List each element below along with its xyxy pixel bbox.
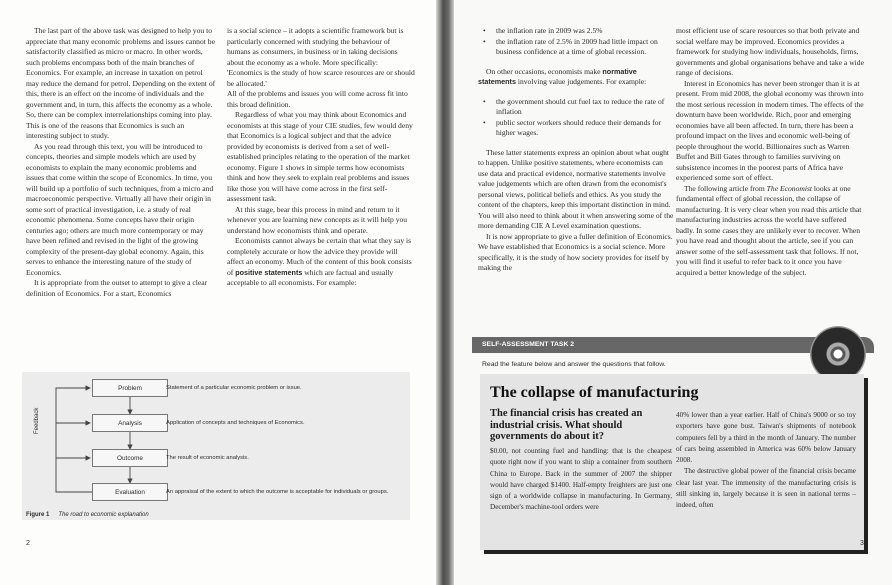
paragraph: These latter statements express an opinion about what ought to happen. Unlike positive statements, where economists can use data and practical evidence, normative statements involve value judgements which are often drawn from the economist's personal views, political beliefs and ethics. As you study the content of the chapters, keep this important distinction in mind. You will also need to think about it when answering some of the more demanding CIE A Level examination questions.	[478, 147, 674, 230]
book-spine	[436, 0, 454, 585]
figure-label: Figure 1	[26, 512, 50, 518]
paragraph: At this stage, bear this process in mind and return to it whenever you are learning new concepts as it will help you understand how economists think and operate.	[227, 204, 408, 235]
paragraph: most efficient use of scare resources so that both private and social welfare may be improved. Economics provides a framework for studying how individuals, households, firms, governments and global organisations behave and take a wide range of decisions.	[676, 26, 864, 77]
list-item: • the government should cut fuel tax to reduce the rate of inflation	[478, 97, 674, 118]
flow-step-evaluation: Evaluation	[92, 483, 168, 501]
list-item: • public sector workers should reduce their demands for higher wages.	[478, 118, 674, 139]
figure-caption	[26, 512, 149, 518]
paragraph: As you read through this text, you will be introduced to concepts, theories and simple models which are used by economists to explain the many economic problems and issues that come within the scope of Economics. In time, you will build up a portfolio of such techniques, from a micro and macroeconomic perspective. Virtually all have their origin in some sort of practical investigation, i.e. a study of real economic phenomena. Some concepts have their origin centuries ago; others are much more contemporary or may have been refined and revised in the light of the growing complexity of the present-day global economy. Again, this serves to enhance the interesting nature of the study of Economics.	[26, 141, 214, 277]
paragraph: All of the problems and issues you will come across fit into this broad definition.	[227, 89, 408, 109]
paragraph: It is now appropriate to give a fuller definition of Economics. We have established that Economics is a social science. More specifically, it is the study of how society provides for itself by making the	[478, 231, 673, 272]
publication-name: The Economist	[766, 183, 813, 193]
paragraph: On other occasions, economists make normative statements involving value judgements. For example:	[478, 66, 647, 86]
right-page-column-2	[676, 26, 866, 278]
flow-step-problem: Problem	[92, 379, 168, 397]
key-term: normative statements	[478, 66, 637, 86]
flow-step-description: An appraisal of the extent to which the outcome is acceptable for individuals or groups.	[166, 489, 389, 495]
paragraph: Economists cannot always be certain that what they say is completely accurate or how the advice they provide will affect an economy. Much of the content of this book consists of positive statements which are factual and usually acceptable to all economists. For example:	[227, 236, 412, 287]
article-feature-box	[480, 374, 864, 550]
right-page-column-1	[478, 26, 674, 274]
bullet-list	[478, 97, 674, 139]
right-page	[454, 0, 892, 585]
left-page-column-1	[26, 26, 216, 299]
article-column-1: $0.00, not counting fuel and handling: that is the cheapest quote right now if you want to ship a container from southern China to Europe. Back in the summer of 2007 the shipper would have charged $1400. Half-empty freighters are just one sign of a worldwide collapse in manufacturing. In Germany, December's machine-tool orders were	[490, 447, 672, 512]
paragraph: 40% lower than a year earlier. Half of China's 9000 or so toy exporters have gone bust. Taiwan's shipments of notebook computers fell by a third in the month of January. The number of cars being assembled in America was 60% below January 2008.	[676, 411, 856, 465]
paragraph: It is appropriate from the outset to attempt to give a clear definition of Economics. For a start, Economics	[26, 278, 208, 298]
feedback-label: Feedback	[34, 407, 40, 434]
left-page-column-2	[227, 26, 415, 289]
flow-step-analysis: Analysis	[92, 414, 168, 432]
flow-step-description: Statement of a particular economic problem or issue.	[166, 385, 302, 391]
article-subtitle: The financial crisis has created an industrial crisis. What should governments do about it?	[490, 408, 643, 442]
paragraph: The following article from The Economist looks at one fundamental effect of global recession, the collapse of manufacturing. It is very clear when you read this article that manufacturing industries across the world have suffered badly. In some cases they are unlikely ever to recover. When you have read and thought about the article, see if you can answer some of the self-assessment task that follows. If not, you will find it useful to refer back to it once you have acquired a better knowledge of the subject.	[676, 183, 862, 277]
page-number: 3	[860, 540, 864, 547]
paragraph: is a social science – it adopts a scientific framework but is particularly concerned with studying the behaviour of humans as consumers, in business or in taking decisions about the economy as a whole. More specifically:	[227, 26, 404, 67]
paragraph: Regardless of what you may think about Economics and economists at this stage of your CIE studies, few would deny that Economics is a logical subject and that the advice provided by economists is derived from a set of well-established principles relating to the operation of the market economy. Figure 1 shows in simple terms how economists think and how they seek to explain real problems and issues like those you will have come across in the first self-assessment task.	[227, 110, 413, 203]
flow-step-description: The result of economic analysis.	[166, 455, 249, 461]
list-item: • the inflation rate of 2.5% in 2009 had little impact on business confidence at a time of global recession.	[478, 37, 674, 58]
figure-1-flowchart	[22, 372, 410, 520]
bullet-list	[478, 26, 674, 58]
definition-quote: 'Economics is the study of how scarce resources are or should be allocated.'	[227, 68, 415, 88]
key-term: positive statements	[235, 267, 303, 277]
flow-step-outcome: Outcome	[92, 449, 168, 467]
task-instruction: Read the feature below and answer the questions that follow.	[482, 361, 666, 368]
figure-title: The road to economic explanation	[58, 512, 149, 518]
article-title: The collapse of manufacturing	[490, 384, 699, 401]
flow-step-description: Application of concepts and techniques of Economics.	[166, 420, 305, 426]
paragraph: Interest in Economics has never been stronger than it is at present. From mid 2008, the global economy was thrown into the most serious recession in modern times. The effects of the downturn have been worldwide. Rich, poor and emerging economies have all been affected. In turn, there has been a profound impact on the lives and economic well-being of people throughout the world. Billionaires such as Warren Buffet and Bill Gates through to families surviving on subsistence incomes in the poorest parts of Africa have experienced some sort of effect.	[676, 78, 864, 182]
paragraph: The destructive global power of the financial crisis became clear last year. The immensity of the manufacturing crisis is still sinking in, largely because it is seen in national terms – indeed, often	[676, 467, 856, 510]
self-assessment-header: SELF-ASSESSMENT TASK 2	[472, 337, 874, 353]
left-page	[0, 0, 436, 585]
paragraph: The last part of the above task was designed to help you to appreciate that many economic problems and issues cannot be satisfactorily classified as micro or macro. In other words, such problems encompass both of the main branches of Economics. For example, an increase in taxation on petrol may reduce the demand for petrol. Depending on the extent of this, there is an effect on the income of individuals and the government and, in turn, this affects the economy as a whole. So, there can be complex interrelationships coming into play. This is one of the reasons that Economics is such an interesting subject to study.	[26, 26, 216, 140]
page-number: 2	[26, 540, 30, 547]
list-item: • the inflation rate in 2009 was 2.5%	[478, 26, 674, 37]
article-column-2	[676, 410, 856, 512]
